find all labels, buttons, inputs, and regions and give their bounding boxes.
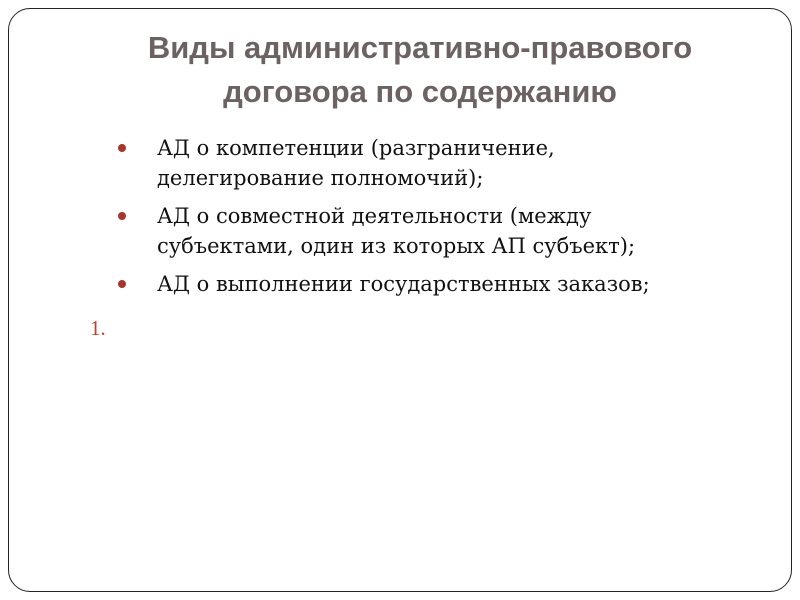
slide-title — [60, 26, 780, 114]
bullet-text-line-1: АД о компетенции (разграничение, — [157, 136, 555, 160]
title-line-1: Виды административно-правового — [147, 30, 693, 65]
numbered-list-marker: 1. — [90, 316, 106, 340]
bullet-dot-icon — [118, 144, 126, 152]
bullet-text-line-1: АД о совместной деятельности (между — [157, 204, 592, 228]
bullet-item-competence — [112, 133, 752, 193]
bullet-dot-icon — [118, 280, 126, 288]
title-line-2: договора по содержанию — [223, 74, 617, 109]
bullet-text-line-1: АД о выполнении государственных заказов; — [157, 272, 650, 296]
bullet-item-state-orders — [112, 269, 752, 299]
bullet-text-line-2: делегирование полномочий); — [157, 166, 484, 190]
bullet-list — [112, 133, 752, 307]
bullet-text-line-2: субъектами, один из которых АП субъект); — [157, 234, 636, 258]
bullet-item-joint-activity — [112, 201, 752, 261]
bullet-dot-icon — [118, 212, 126, 220]
